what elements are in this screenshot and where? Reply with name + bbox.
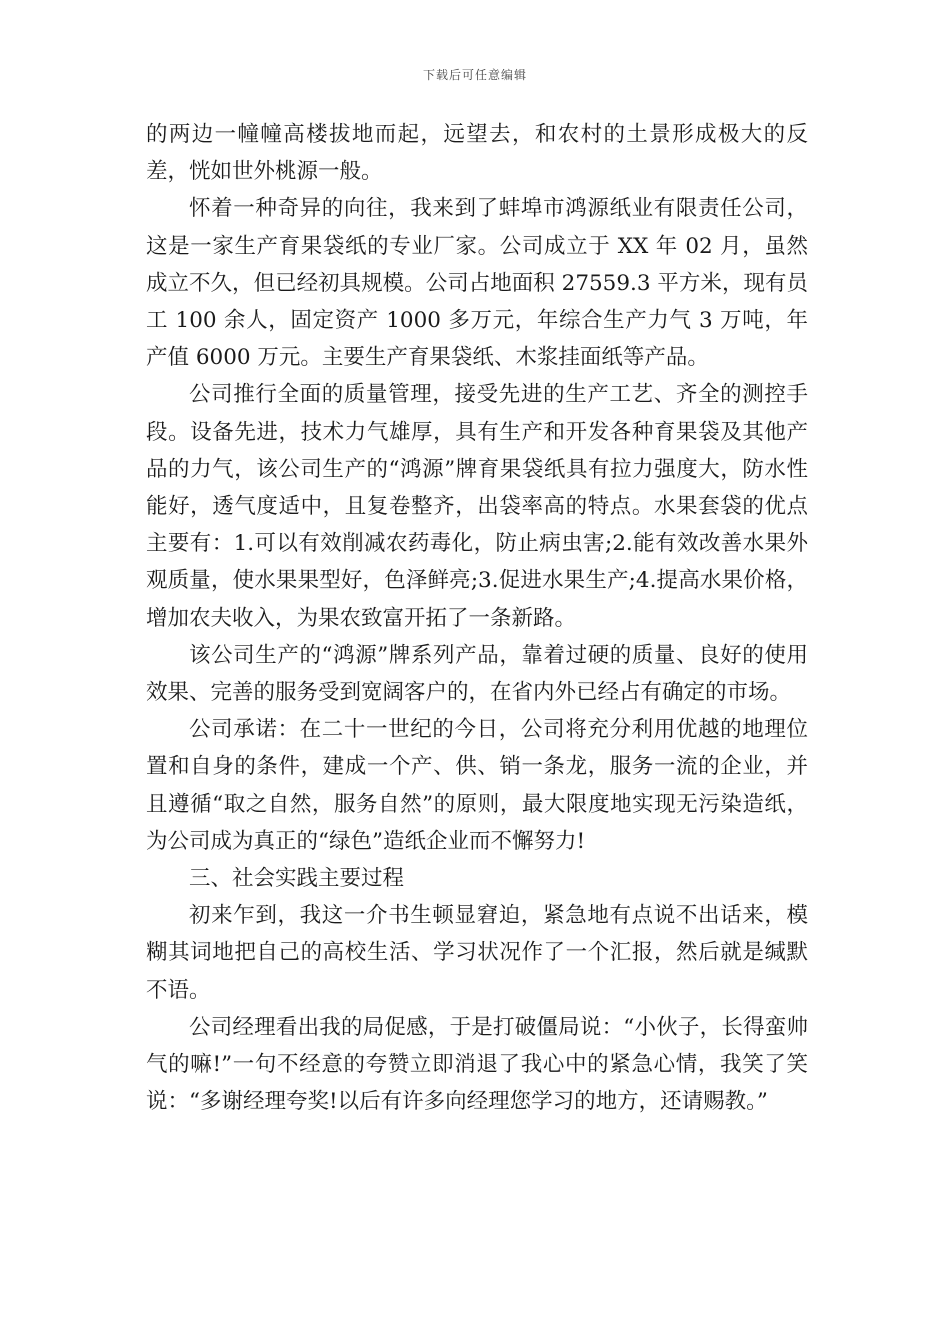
page-header-note: 下载后可任意编辑 (422, 68, 527, 82)
document-body (146, 116, 808, 1120)
paragraph-continuation: 的两边一幢幢高楼拔地而起，远望去，和农村的土景形成极大的反差，恍如世外桃源一般。 (146, 122, 808, 185)
paragraph-company-promise: 公司承诺：在二十一世纪的今日，公司将充分利用优越的地理位置和自身的条件，建成一个产、供、销一条龙，服务一流的企业，并且遵循“取之自然，服务自然”的原则，最大限度地实现无污染造纸，为公司成为真正的“绿色”造纸企业而不懈努力! (146, 717, 808, 854)
paragraph-first-arrival: 初来乍到，我这一介书生顿显窘迫，紧急地有点说不出话来，模糊其词地把自己的高校生活、学习状况作了一个汇报，然后就是缄默不语。 (146, 903, 808, 1003)
paragraph-product-market: 该公司生产的“鸿源”牌系列产品，靠着过硬的质量、良好的使用效果、完善的服务受到宽阔客户的，在省内外已经占有确定的市场。 (146, 642, 808, 706)
section-heading-practice-process: 三、社会实践主要过程 (189, 866, 405, 892)
paragraph-quality-management: 公司推行全面的质量管理，接受先进的生产工艺、齐全的测控手段。设备先进，技术力气雄厚，具有生产和开发各种育果袋及其他产品的力气，该公司生产的“鸿源”牌育果袋纸具有拉力强度大，防水性能好，透气度适中，且复卷整齐，出袋率高的特点。水果套袋的优点主要有：1.可以有效削减农药毒化，防止病虫害;2.能有效改善水果外观质量，使水果果型好，色泽鲜亮;3.促进水果生产;4.提高水果价格，增加农夫收入，为果农致富开拓了一条新路。 (146, 382, 808, 631)
paragraph-company-intro: 怀着一种奇异的向往，我来到了蚌埠市鸿源纸业有限责任公司，这是一家生产育果袋纸的专业厂家。公司成立于 XX 年 02 月，虽然成立不久，但已经初具规模。公司占地面积 27559.3 平方米，现有员工 100 余人，固定资产 1000 多万元，年综合生产力气 3 万吨，年产值 6000 万元。主要生产育果袋纸、木浆挂面纸等产品。 (146, 196, 808, 371)
paragraph-manager-dialogue: 公司经理看出我的局促感，于是打破僵局说：“小伙子，长得蛮帅气的嘛!”一句不经意的夸赞立即消退了我心中的紧急心情，我笑了笑说：“多谢经理夸奖!以后有许多向经理您学习的地方，还请赐教。” (146, 1014, 808, 1115)
